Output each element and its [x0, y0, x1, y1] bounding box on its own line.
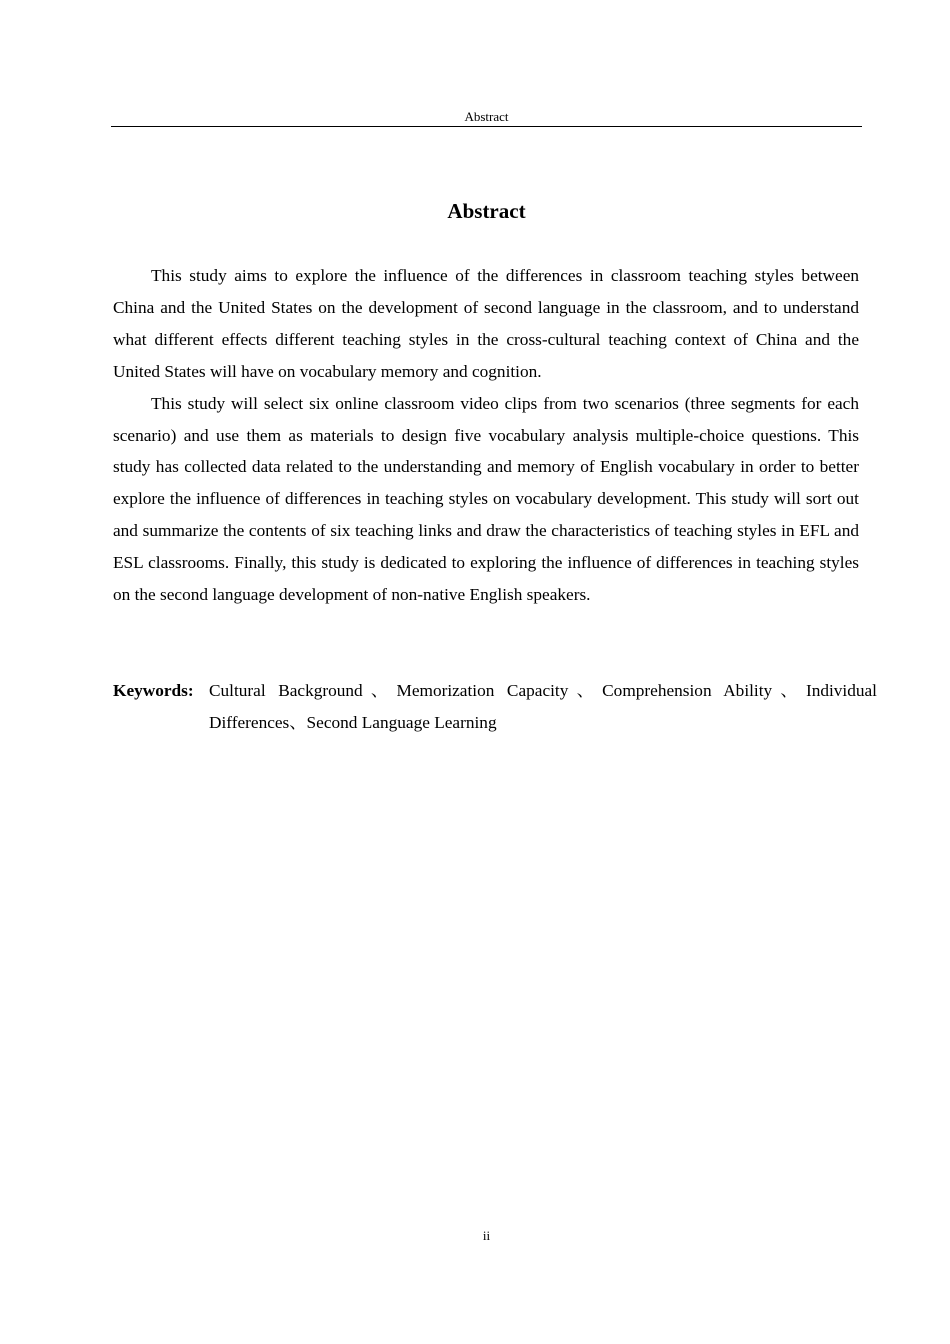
abstract-paragraph-2: This study will select six online classroom video clips from two scenarios (three segments for each scenario) and use them as materials to design five vocabulary analysis multiple-choice questions. This study has collected data related to the understanding and memory of English vocabulary in order to better explore the influence of differences in teaching styles on vocabulary development. This study will sort out and summarize the contents of six teaching links and draw the characteristics of teaching styles in EFL and ESL classrooms. Finally, this study is dedicated to exploring the influence of differences in teaching styles on the second language development of non-native English speakers. [113, 393, 859, 605]
keywords-section [113, 675, 877, 739]
running-header: Abstract [464, 109, 509, 124]
abstract-paragraph-1: This study aims to explore the influence of the differences in classroom teaching styles between China and the United States on the development of second language in the classroom, and to understand what different effects different teaching styles in the cross-cultural teaching context of China and the United States will have on vocabulary memory and cognition. [113, 266, 859, 381]
page-title: Abstract [447, 199, 526, 223]
keywords-label: Keywords: [113, 681, 194, 700]
header-rule [111, 126, 862, 127]
page-number: ii [482, 1228, 491, 1243]
keywords-list: Cultural Background、Memorization Capacity、Comprehension Ability、Individual Differences、Second Language Learning [209, 681, 877, 732]
abstract-body [113, 260, 859, 611]
